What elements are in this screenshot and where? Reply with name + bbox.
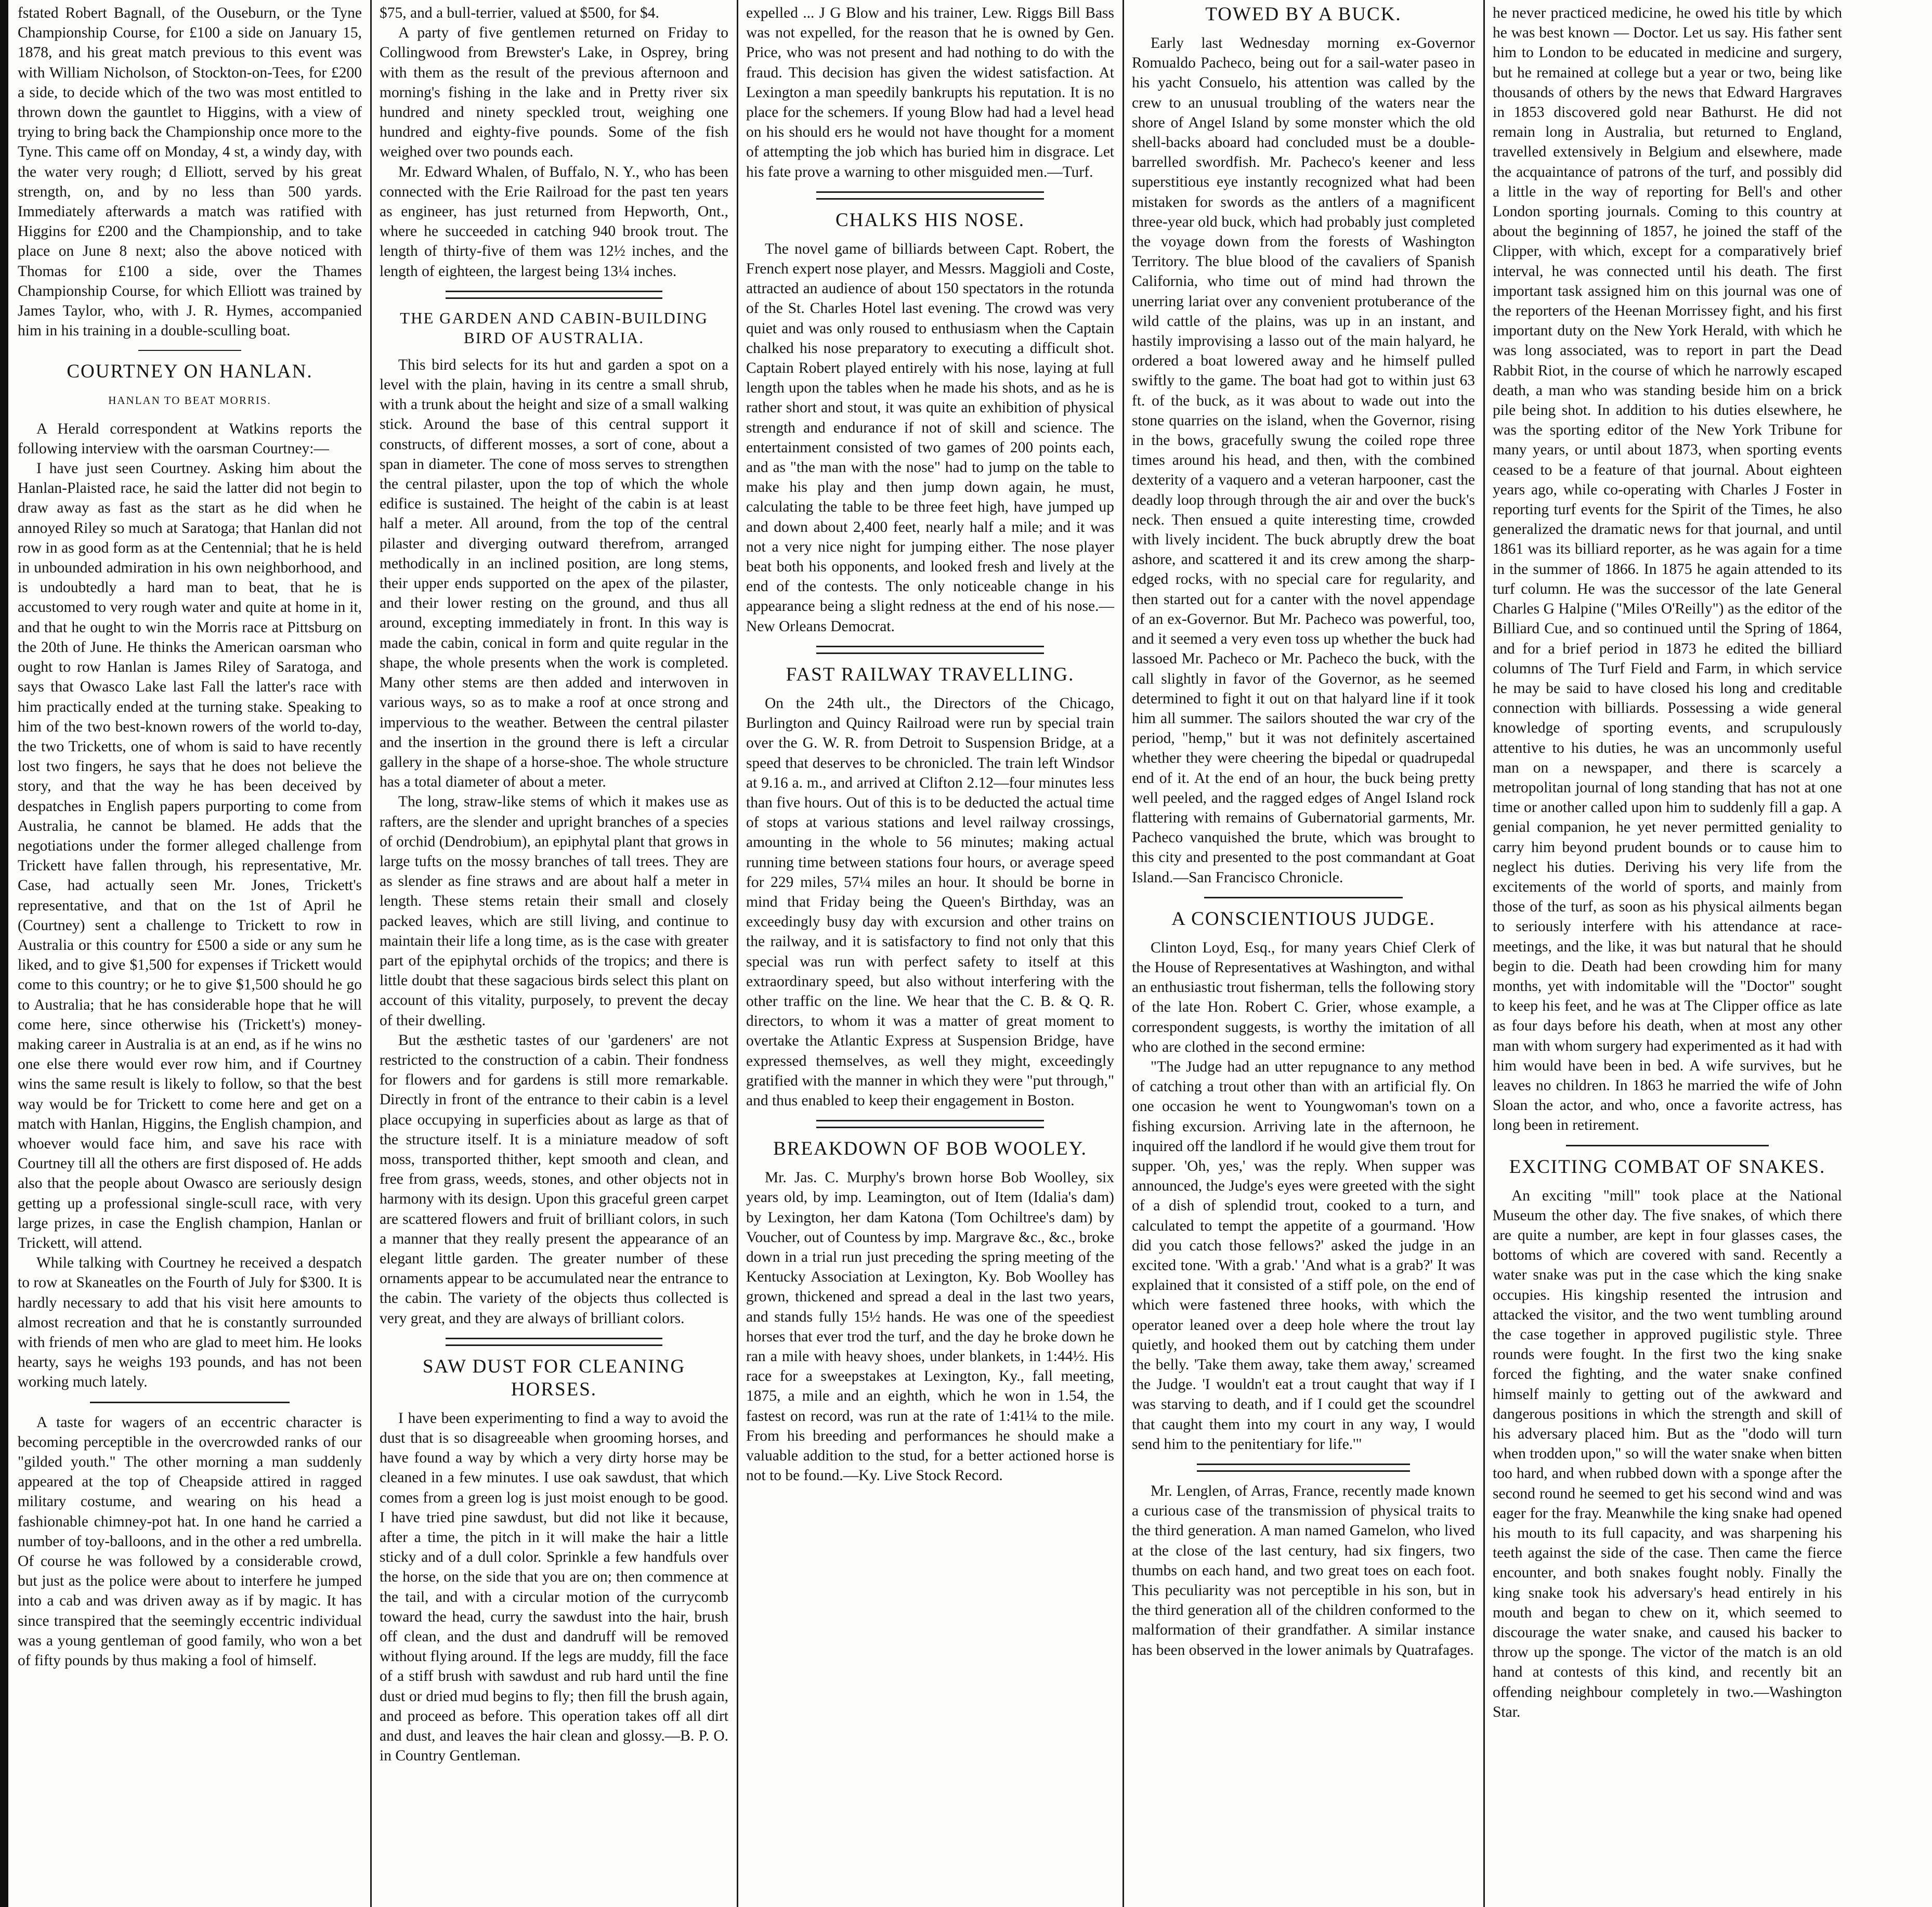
article-text: Mr. Jas. C. Murphy's brown horse Bob Woolley, six years old, by imp. Leamington, out of Item (Idalia's dam) by Lexington, her dam Katona (Tom Ochiltree's dam) by Voucher, out of Countess by imp. Margrave &c., &c., broke down in a trial run just preceding the spring meeting of the Kentucky Association at Lexington, Ky. Bob Woolley has grown, thickened and spread a deal in the last two years, and stands fully 15½ hands. He was one of the speediest horses that ever trod the turf, and the day he broke down he ran a mile with heavy shoes, under blankets, in 1:44½. His race for a sweepstakes at Lexington, Ky., fall meeting, 1875, a mile and an eighth, which he won in 1.54, the fastest on record, was run at the rate of 1:41¼ to the mile. From his breeding and performances he should make a valuable addition to the stud, for a better actioned horse is not to be found.—Ky. Live Stock Record.	[746, 1169, 1114, 1484]
article-text: A Herald correspondent at Watkins reports the following interview with the oarsman Courtney:—	[18, 420, 362, 457]
article-text: Mr. Lenglen, of Arras, France, recently made known a curious case of the transmission of physical traits to the third generation. A man named Gamelon, who lived at the close of the last century, had six fingers, two thumbs on each hand, and two great toes on each foot. This peculiarity was not perceptible in his son, but in the third generation all of the children conformed to the malformation of their grandfather. A similar instance has been observed in the lower animals by Quatrafages.	[1132, 1483, 1475, 1658]
article-headline: TOWED BY A BUCK.	[1205, 4, 1402, 25]
column-rule	[370, 0, 372, 1907]
separator	[446, 1338, 662, 1346]
article-headline: EXCITING COMBAT OF SNAKES.	[1509, 1156, 1826, 1178]
article-text: I have just seen Courtney. Asking him about the Hanlan-Plaisted race, he said the latter did not begin to draw away as fast as the start as he did when he annoyed Riley so much at Saratoga; that Hanlan did not row in as good form as at the Centennial; that he is held in unbounded admiration in his own neighborhood, and is undoubtedly a hard man to beat, that he is accustomed to very rough water and quite at home in it, and that he ought to win the Morris race at Pittsburg on the 20th of June. He thinks the American oarsman who ought to row Hanlan is James Riley of Saratoga, and says that Owasco Lake last Fall the latter's race with him practically ended at the turning stake. Speaking to him of the two best-known rowers of the world to-day, the two Tricketts, one of whom is said to have recently lost two fingers, he says that he does not believe the story, and that the way he has been deceived by despatches in English papers purporting to come from Australia, he cannot be blamed. He adds that the negotiations under the former alleged challenge from Trickett have fallen through, his representative, Mr. Case, had actually seen Mr. Jones, Trickett's representative, and that on the 1st of April he (Courtney) sent a challenge to Trickett to row in Australia or this country for £500 a side or any sum he liked, and to give $1,500 for expenses if Trickett would come to this country; or he to give $1,500 should he go to Australia; that he has considerable hope that he will come here, since otherwise his (Trickett's) money-making career in Australia is at an end, as if he wins no one else there would ever row him, and if Courtney wins the same result is likely to follow, so that the best way would be for Trickett to come here and get on a match with Hanlan, Higgins, the English champion, and whoever would face him, and save his race with Courtney till all the others are first disposed of. He adds also that the people about Owasco are seriously design getting up a professional single-scull race, with very large prizes, in case the English champion, Hanlan or Trickett, will attend.	[18, 460, 362, 1251]
article-text: "The Judge had an utter repugnance to any method of catching a trout other than with an artificial fly. On one occasion he went to Youngwoman's town on a fishing excursion. Arriving late in the afternoon, he inquired off the landlord if he would give them trout for supper. 'Oh, yes,' was the reply. When supper was announced, the Judge's eyes were greeted with the sight of a dish of splendid trout, cooked to a turn, and calculated to tempt the appetite of a gourmand. 'How did you catch those fellows?' asked the judge in an excited tone. 'With a grab.' 'And what is a grab?' It was explained that it consisted of a stiff pole, on the end of which were fastened three hooks, with which the operator leaned over a deep hole where the trout lay quietly, and hooked them out by catching them under the belly. 'Take them away, take them away,' screamed the Judge. 'I wouldn't eat a trout caught that way if I was starving to death, and if I could get the scoundrel that caught them into my court in any way, I would send him to the penitentiary for life.'"	[1132, 1058, 1475, 1453]
article-text: he never practiced medicine, he owed his title by which he was best known — Doctor. Let us say. His father sent him to London to be educated in medicine and surgery, but he remained at college but a year or two, being like thousands of others by the news that Edward Hargraves in 1853 discovered gold near Bathurst. He did not remain long in Australia, but returned to England, travelled extensively in Belgium and elsewhere, made the acquaintance of patrons of the turf, and possibly did a little in the way of reporting for Bell's and other London sporting journals. Coming to this country at about the beginning of 1857, he joined the staff of the Clipper, with which, except for a comparatively brief interval, he was connected until his death. The first important task assigned him on this journal was one of the reporters of the Heenan Morrissey fight, and his first important duty on the New York Herald, with which he was long associated, was to report in part the Dead Rabbit Riot, in the course of which he narrowly escaped death, a man who was standing beside him on a brick pile being shot. In addition to his duties elsewhere, he was the sporting editor of the New York Tribune for many years, or until about 1873, when sporting events ceased to be a feature of that journal. About eighteen years ago, while co-operating with Charles J Foster in reporting turf events for the Spirit of the Times, he also generalized the dramatic news for that journal, and until 1861 was its billiard reporter, as he was again for a time in the summer of 1866. In 1875 he again attended to its turf column. He was the successor of the late General Charles G Halpine ("Miles O'Reilly") as the editor of the Billiard Cue, and so continued until the Spring of 1864, and for a brief period in 1873 he edited the billiard columns of The Turf Field and Farm, in which service he may be said to have closed his long and creditable connection with billiards. Possessing a wide general knowledge of sporting events, and scrupulously attentive to his duties, he was an uncommonly useful man on a newspaper, and there is scarcely a metropolitan journal of long standing that has not at one time or another called upon him to suddenly fill a gap. A genial companion, he yet never permitted geniality to carry him beyond prudent bounds or to cause him to neglect his duties. Deriving his very life from the excitements of the world of sports, and mainly from those of the turf, as soon as his physical ailments began to seriously interfere with his attendance at race-meetings, and the like, it was but natural that he should begin to die. Death had been crowding him for many months, yet with indomitable will the "Doctor" sought to keep his feet, and he was at The Clipper office as late as four days before his death, when at most any other man with whom surgery had experimented as it had with him would have been in bed. A wife survives, but he leaves no children. In 1863 he married the wife of John Sloan the actor, and who, once a favorite actress, has long been in retirement.	[1493, 5, 1842, 1134]
article-text: The novel game of billiards between Capt. Robert, the French expert nose player, and Messrs. Maggioli and Coste, attracted an audience of about 150 spectators in the rotunda of the St. Charles Hotel last evening. The crowd was very quiet and was only roused to enthusiasm when the Captain chalked his nose preparatory to executing a difficult shot. Captain Robert played entirely with his nose, laying at full length upon the tables when he made his shots, and as he is rather short and stout, it was quite an exhibition of physical strength and endurance if not of skill and science. The entertainment consisted of two games of 200 points each, and as "the man with the nose" had to jump on the table to make his play and then jump down again, he must, calculating the table to be three feet high, have jumped up and down about 2,400 feet, nearly half a mile; and it was not a very nice night for jumping either. The nose player beat both his opponents, and looked fresh and lively at the end of the contests. The only noticeable change in his appearance being a slight redness at the end of his nose.—New Orleans Democrat.	[746, 240, 1114, 635]
article-text: I have been experimenting to find a way to avoid the dust that is so disagreeable when grooming horses, and have found a way by which a very dirty horse may be cleaned in a few minutes. I use oak sawdust, that which comes from a green log is just moist enough to be good. I have tried pine sawdust, but did not like it because, after a time, the pitch in it will make the hair a little sticky and of a dull color. Sprinkle a few handfuls over the horse, on the side that you are on; then commence at the tail, and with a circular motion of the currycomb toward the head, curry the sawdust into the hair, brush off clean, and the dust and dandruff will be removed without flying around. If the legs are muddy, fill the face of a stiff brush with sawdust and rub hard until the fine dust or dried mud begins to fly; then fill the brush again, and proceed as before. This operation takes off all dirt and dust, and leaves the hair clean and glossy.—B. P. O. in Country Gentleman.	[380, 1409, 728, 1765]
article-text: A party of five gentlemen returned on Friday to Collingwood from Brewster's Lake, in Osprey, bring with them as the result of the previous afternoon and morning's fishing in the lake and in Pretty river six hundred and ninety speckled trout, weighing one hundred and eighty-five pounds. Some of the fish weighed over two pounds each.	[380, 24, 728, 161]
article-text: While talking with Courtney he received a despatch to row at Skaneatles on the Fourth of July for $300. It is hardly necessary to add that his visit here amounts to almost recreation and that he is constantly surrounded with friends of men who are glad to meet him. He looks hearty, says he weighs 193 pounds, and has not been working much lately.	[18, 1255, 362, 1391]
separator	[1197, 1464, 1409, 1472]
column-rule	[737, 0, 738, 1907]
column-2	[372, 0, 736, 1907]
article-text: An exciting "mill" took place at the National Museum the other day. The five snakes, of which there are quite a number, are kept in four glasses cases, the bottoms of which are covered with sand. Recently a water snake was put in the case which the king snake occupies. His kingship resented the intrusion and attacked the visitor, and the two went tumbling around the case together in approved pugilistic style. Three rounds were fought. In the first two the king snake forced the fighting, and the water snake confined himself mainly to getting out of the awkward and dangerous positions in which the strength and skill of his adversary placed him. But as the "dodo will turn when trodden upon," so will the water snake when bitten too hard, and when rubbed down with a sponge after the second round he seemed to get his second wind and was eager for the fray. Meanwhile the king snake had opened his mouth to its full capacity, and was sharpening his teeth against the side of the case. Then came the fierce encounter, and both snakes fought nobly. Finally the king snake took his adversary's head entirely in his mouth and began to chew on it, which seemed to discourage the water snake, and caused his backer to throw up the sponge. The victor of the match is an old hand at contests of this kind, and recently bit an offending neighbour completely in two.—Washington Star.	[1493, 1187, 1842, 1720]
article-text: fstated Robert Bagnall, of the Ouseburn, or the Tyne Championship Course, for £100 a side on January 15, 1878, and his great match previous to this event was with William Nicholson, of Stockton-on-Tees, for £200 a side, to decide which of the two was most entitled to thrown down the gauntlet to Higgins, with a view of trying to bring back the Championship once more to the Tyne. This came off on Monday, 4 st, a windy day, with the water very rough; d Elliott, served by his great strength, on, and by no less than 500 yards. Immediately afterwards a match was ratified with Higgins for £200 and the Championship, and to take place on June 8 next; also the above noticed with Thomas for £100 a side, over the Thames Championship Course, for which Elliott was trained by James Taylor, who, with J. R. Hymes, accompanied him in his training in a double-sculling boat.	[18, 5, 362, 339]
separator	[1566, 1145, 1769, 1146]
article-text: expelled ... J G Blow and his trainer, Lew. Riggs Bill Bass was not expelled, for the reason that he is owned by Gen. Price, who was not present and had nothing to do with the fraud. This decision has given the widest satisfaction. At Lexington a man speedily bankrupts his reputation. It is no place for the schemers. If young Blow had had a level head on his should ers he would not have thought for a moment of attempting the job which has buried him in disgrace. Let his fate prove a warning to other misguided men.—Turf.	[746, 5, 1114, 180]
article-text: But the æsthetic tastes of our 'gardeners' are not restricted to the construction of a cabin. Their fondness for flowers and for gardens is still more remarkable. Directly in front of the entrance to their cabin is a level place occupying in superficies about as large as that of the structure itself. It is a miniature meadow of soft moss, transported thither, kept smooth and clean, and free from grass, weeds, stones, and other objects not in harmony with its design. Upon this graceful green carpet are scattered flowers and fruit of brilliant colors, in such a manner that they really present the appearance of an elegant little garden. The greater number of these ornaments appear to be accumulated near the entrance to the cabin. The variety of the objects thus collected is very great, and they are always of brilliant colors.	[380, 1031, 728, 1327]
column-1	[10, 0, 369, 1907]
article-text: This bird selects for its hut and garden a spot on a level with the plain, having in its centre a small shrub, with a trunk about the height and size of a small walking stick. Around the base of this central support it constructs, of different mosses, a sort of cone, about a span in diameter. The cone of moss serves to strengthen the central pilaster, upon the top of which the whole edifice is sustained. The height of the cabin is at least half a meter. All around, from the top of the central pilaster and diverging outward therefrom, arranged methodically in an inclined position, are long stems, their upper ends supported on the apex of the pilaster, and their lower resting on the ground, and thus all around, excepting immediately in front. In this way is made the cabin, conical in form and quite regular in the shape, the whole presents when the work is completed. Many other stems are then added and interwoven in various ways, so as to make a roof at once strong and impervious to the weather. Between the central pilaster and the insertion in the ground there is left a circular gallery in the shape of a horse-shoe. The whole structure has a total diameter of about a meter.	[380, 356, 728, 791]
column-5	[1485, 0, 1849, 1907]
article-headline: BREAKDOWN OF BOB WOOLEY.	[773, 1138, 1087, 1160]
article-headline: SAW DUST FOR CLEANING HORSES.	[422, 1355, 686, 1400]
column-rule	[1483, 0, 1485, 1907]
separator	[90, 1402, 290, 1403]
scan-edge-shadow	[0, 0, 8, 1907]
article-text: Mr. Edward Whalen, of Buffalo, N. Y., who has been connected with the Erie Railroad for the past ten years as engineer, has just returned from Hepworth, Ont., where he succeeded in catching 940 brook trout. The length of thirty-five of them was 12½ inches, and the length of eighteen, the largest being 13¼ inches.	[380, 163, 728, 280]
article-subheadline: HANLAN TO BEAT MORRIS.	[108, 394, 271, 407]
separator	[816, 646, 1045, 654]
separator	[1204, 897, 1403, 898]
article-headline: A CONSCIENTIOUS JUDGE.	[1171, 908, 1435, 930]
article-text: The long, straw-like stems of which it makes use as rafters, are the slender and upright branches of a species of orchid (Dendrobium), an epiphytal plant that grows in large tufts on the mossy branches of tall trees. They are as slender as fine straws and are about half a meter in length. These stems retain their small and closely packed leaves, which are still living, and continue to maintain their life a long time, as is the case with greater part of the epiphytal orchids of the tropics; and there is little doubt that these sagacious birds select this plant on account of this vitality, purposely, to prevent the decay of their dwelling.	[380, 793, 728, 1029]
article-text: A taste for wagers of an eccentric character is becoming perceptible in the overcrowded ranks of our "gilded youth." The other morning a man suddenly appeared at the top of Cheapside attired in ragged military costume, and wearing on his head a fashionable chimney-pot hat. In one hand he carried a number of toy-balloons, and in the other a red umbrella. Of course he was followed by a considerable crowd, but just as the police were about to interfere he jumped into a cab and was driven away as if by magic. It has since transpired that the seemingly eccentric individual was a young gentleman of good family, who won a bet of fifty pounds by thus making a fool of himself.	[18, 1414, 362, 1669]
article-text: On the 24th ult., the Directors of the Chicago, Burlington and Quincy Railroad were run by special train over the G. W. R. from Detroit to Suspension Bridge, at a speed that deserves to be chronicled. The train left Windsor at 9.16 a. m., and arrived at Clifton 2.12—four minutes less than five hours. Out of this is to be deducted the actual time of stops at various stations and level railway crossings, amounting in the whole to 56 minutes; making actual running time between stations four hours, or average speed for 229 miles, 57¼ miles an hour. It should be borne in mind that Friday being the Queen's Birthday, was an exceedingly busy day with excursion and other trains on the railway, and it is satisfactory to find not only that this special was run with perfect safety to itself at this extraordinary speed, but also without interfering with the other traffic on the line. We hear that the C. B. & Q. R. directors, to whom it was a matter of great moment to overtake the Atlantic Express at Suspension Bridge, have expressed themselves, as well they might, exceedingly gratified with the manner in which they were "put through," and thus enabled to keep their engagement in Boston.	[746, 695, 1114, 1109]
separator	[816, 191, 1045, 200]
article-text: $75, and a bull-terrier, valued at $500, for $4.	[380, 5, 659, 21]
separator	[446, 291, 662, 299]
separator	[138, 350, 242, 351]
article-headline: CHALKS HIS NOSE.	[835, 209, 1025, 231]
article-headline: COURTNEY ON HANLAN.	[67, 361, 313, 383]
article-text: Clinton Loyd, Esq., for many years Chief Clerk of the House of Representatives at Washington, and withal an enthusiastic trout fisherman, tells the following story of the late Hon. Robert C. Grier, whose example, a correspondent suggests, is worthy the imitation of all who are clothed in the second ermine:	[1132, 939, 1475, 1055]
article-text: Early last Wednesday morning ex-Governor Romualdo Pacheco, being out for a sail-water paseo in his yacht Consuelo, his attention was called by the crew to an unusual troubling of the waters near the shore of Angel Island by some monster which the old shell-backs aboard had concluded must be a double-barrelled swordfish. Mr. Pacheco's keener and less superstitious eye instantly recognized what had been mistaken for swords as the antlers of a magnificent three-year old buck, which had probably just completed the voyage down from the forests of Washington Territory. The blue blood of the cavaliers of Spanish California, who time out of mind had thrown the unerring lariat over any convenient protuberance of the wild cattle of the plains, was up in an instant, and hastily improvising a lasso out of the main halyard, he ordered a boat lowered away and he himself pulled swiftly to the game. The boat had got to within just 63 ft. of the buck, as it was about to wade out into the stone quarries on the island, when the Governor, rising in the bows, gracefully swung the coiled rope three times around his head, and then, with the combined dexterity of a vaquero and a veteran harpooner, cast the deadly loop through through the air and over the buck's neck. Then ensued a quite interesting time, crowded with lively incident. The buck abruptly drew the boat ashore, and scattered it and its crew among the sharp-edged rocks, with no special care for regularity, and then started out for a canter with the novel appendage of an ex-Governor. But Mr. Pacheco was powerful, too, and it seemed a very even toss up whether the buck had lassoed Mr. Pacheco or Mr. Pacheco the buck, with the call slightly in favor of the Governor, as he seemed determined to fight it out on that halyard line if it took him all summer. The sailors shouted the war cry of the period, "hemp," but it was not definitely ascertained whether they were cheering the bipedal or quadrupedal end of it. At the end of an hour, the buck being pretty well peeled, and the ragged edges of Angel Island rock flattering with remains of Gubernatorial garments, Mr. Pacheco vanquished the brute, which was brought to this city and presented to the post commandant at Goat Island.—San Francisco Chronicle.	[1132, 35, 1475, 886]
article-headline: FAST RAILWAY TRAVELLING.	[786, 663, 1075, 685]
separator	[816, 1120, 1045, 1128]
column-3	[739, 0, 1121, 1907]
article-headline: THE GARDEN AND CABIN-BUILDING BIRD OF AUSTRALIA.	[400, 308, 708, 347]
column-rule	[1122, 0, 1124, 1907]
column-4	[1125, 0, 1482, 1907]
